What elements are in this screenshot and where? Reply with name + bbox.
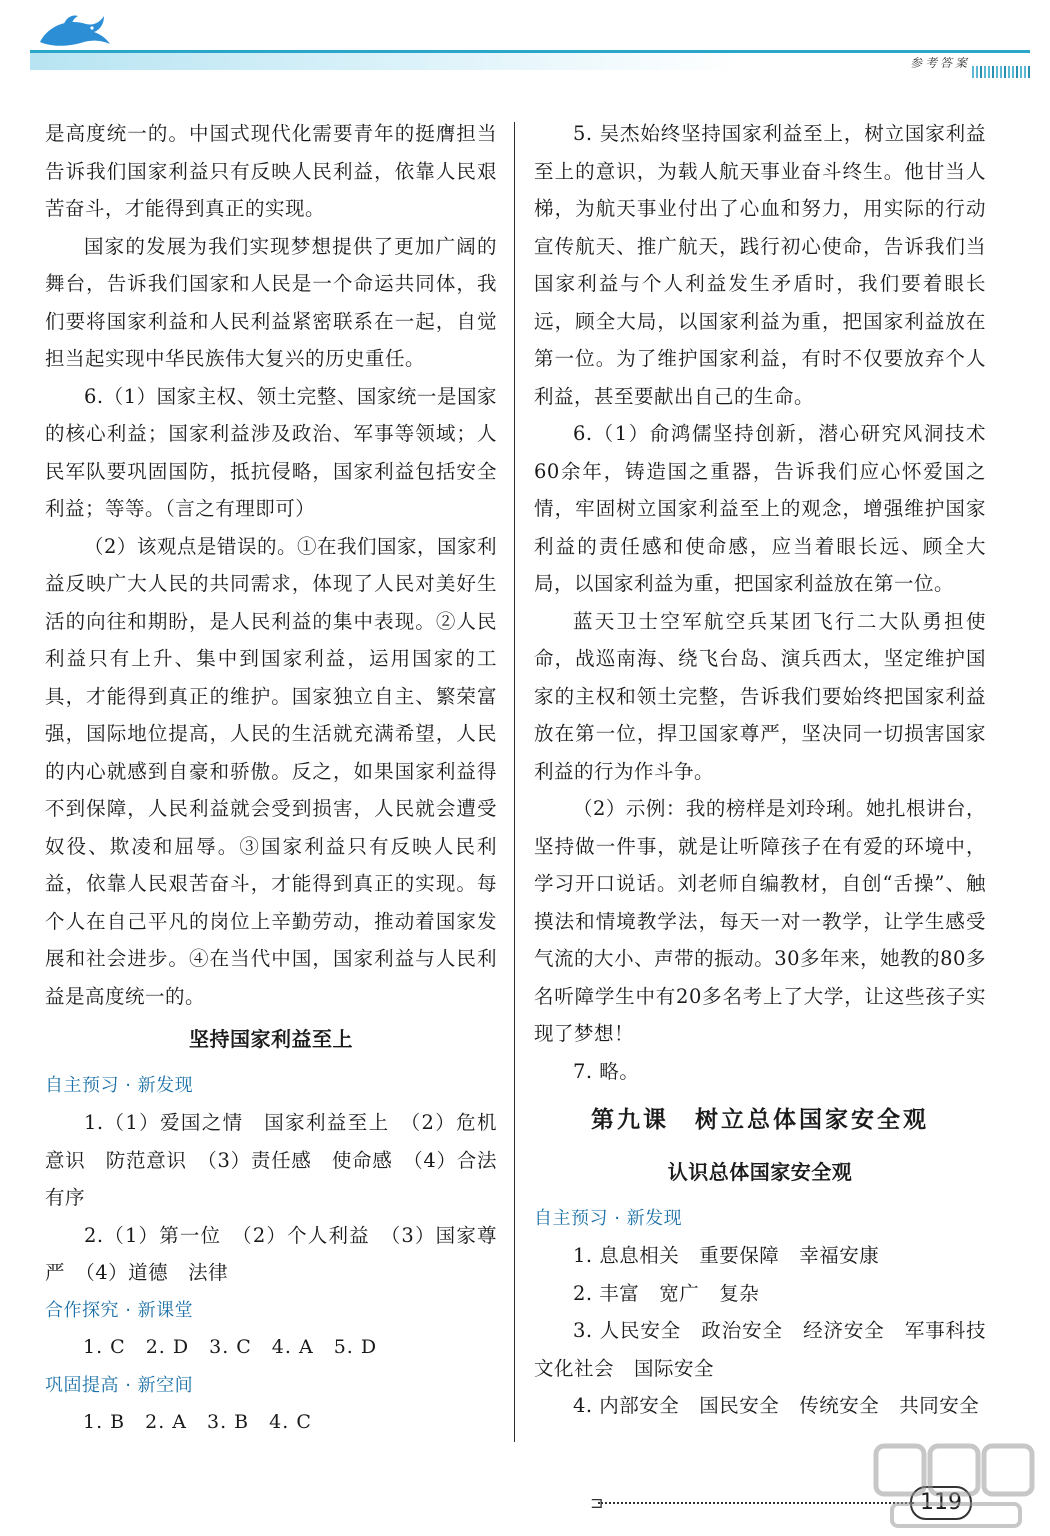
- subsection-heading: 自主预习 · 新发现: [534, 1207, 683, 1229]
- right-column: [534, 115, 986, 1425]
- header-band: [30, 50, 1040, 70]
- answer-line: 1.（1）爱国之情 国家利益至上 （2）危机意识 防范意识 （3）责任感 使命感 （4）合法有序: [45, 1111, 497, 1209]
- dolphin-logo-icon: [34, 8, 114, 56]
- paragraph: 6.（1）国家主权、领土完整、国家统一是国家的核心利益；国家利益涉及政治、军事等领域；人民军队要巩固国防，抵抗侵略，国家利益包括安全利益；等等。（言之有理即可）: [45, 384, 497, 520]
- section-title: 认识总体国家安全观: [667, 1160, 853, 1184]
- watermark-logo-icon: [872, 1440, 1040, 1532]
- paragraph: 6.（1）俞鸿儒坚持创新，潜心研究风洞技术60余年，铸造国之重器，告诉我们应心怀爱国之情，牢固树立国家利益至上的观念，增强维护国家利益的责任感和使命感，应当着眼长远、顾全大局，以国家利益为重，把国家利益放在第一位。: [534, 422, 986, 595]
- lesson-title: 第九课 树立总体国家安全观: [591, 1106, 929, 1133]
- answer-line: 2. 丰富 宽广 复杂: [573, 1281, 760, 1305]
- answer-line: 3. 人民安全 政治安全 经济安全 军事科技文化社会 国际安全: [534, 1319, 986, 1380]
- paragraph: 国家的发展为我们实现梦想提供了更加广阔的舞台，告诉我们国家和人民是一个命运共同体，我们要将国家利益和人民利益紧密联系在一起，自觉担当起实现中华民族伟大复兴的历史重任。: [45, 234, 497, 370]
- answer-line: 1. C 2. D 3. C 4. A 5. D: [83, 1336, 378, 1358]
- paragraph: （2）该观点是错误的。①在我们国家，国家利益反映广大人民的共同需求，体现了人民对美好生活的向往和期盼，是人民利益的集中表现。②人民利益只有上升、集中到国家利益，运用国家的工具，才能得到真正的维护。国家独立自主、繁荣富强，国际地位提高，人民的生活就充满希望，人民的内心就感到自豪和骄傲。反之，如果国家利益得不到保障，人民利益就会受到损害，人民就会遭受奴役、欺凌和屈辱。③国家利益只有反映人民利益，依靠人民艰苦奋斗，才能得到真正的实现。每个人在自己平凡的岗位上辛勤劳动，推动着国家发展和社会进步。④在当代中国，国家利益与人民利益是高度统一的。: [45, 534, 497, 1008]
- paragraph: 蓝天卫士空军航空兵某团飞行二大队勇担使命，战巡南海、绕飞台岛、演兵西太，坚定维护国家的主权和领土完整，告诉我们要始终把国家利益放在第一位，捍卫国家尊严，坚决同一切损害国家利益的行为作斗争。: [534, 609, 986, 783]
- answer-line: 1. B 2. A 3. B 4. C: [83, 1411, 312, 1433]
- footer-leader-dots: [598, 1500, 914, 1504]
- page-number: 119: [910, 1486, 972, 1520]
- header-caption: 参考答案: [909, 56, 970, 70]
- paragraph: 7. 略。: [573, 1059, 640, 1083]
- header-barcode-decoration: [972, 66, 1034, 78]
- subsection-heading: 自主预习 · 新发现: [45, 1074, 194, 1096]
- subsection-heading: 巩固提高 · 新空间: [45, 1374, 194, 1396]
- answer-line: 1. 息息相关 重要保障 幸福安康: [573, 1244, 880, 1267]
- answer-line: 4. 内部安全 国民安全 传统安全 共同安全: [573, 1394, 980, 1417]
- answer-line: 2.（1）第一位 （2）个人利益 （3）国家尊严 （4）道德 法律: [45, 1223, 497, 1284]
- column-divider: [514, 122, 515, 1442]
- paragraph: （2）示例：我的榜样是刘玲琍。她扎根讲台，坚持做一件事，就是让听障孩子在有爱的环境中，学习开口说话。刘老师自编教材，自创“舌操”、触摸法和情境教学法，每天一对一教学，让学生感受气流的大小、声带的振动。30多年来，她教的80多名听障学生中有20多名考上了大学，让这些孩子实现了梦想！: [534, 797, 986, 1045]
- section-title: 坚持国家利益至上: [189, 1027, 353, 1051]
- subsection-heading: 合作探究 · 新课堂: [45, 1299, 194, 1321]
- paragraph: 是高度统一的。中国式现代化需要青年的挺膺担当告诉我们国家利益只有反映人民利益，依靠人民艰苦奋斗，才能得到真正的实现。: [45, 122, 497, 220]
- left-column: [45, 115, 497, 1442]
- footer-bracket-icon: ⊐: [590, 1493, 604, 1512]
- header-rule: [30, 50, 1030, 53]
- paragraph: 5. 吴杰始终坚持国家利益至上，树立国家利益至上的意识，为载人航天事业奋斗终生。他甘当人梯，为航天事业付出了心血和努力，用实际的行动宣传航天、推广航天，践行初心使命，告诉我们当国家利益与个人利益发生矛盾时，我们要着眼长远，顾全大局，以国家利益为重，把国家利益放在第一位。为了维护国家利益，有时不仅要放弃个人利益，甚至要献出自己的生命。: [534, 122, 986, 408]
